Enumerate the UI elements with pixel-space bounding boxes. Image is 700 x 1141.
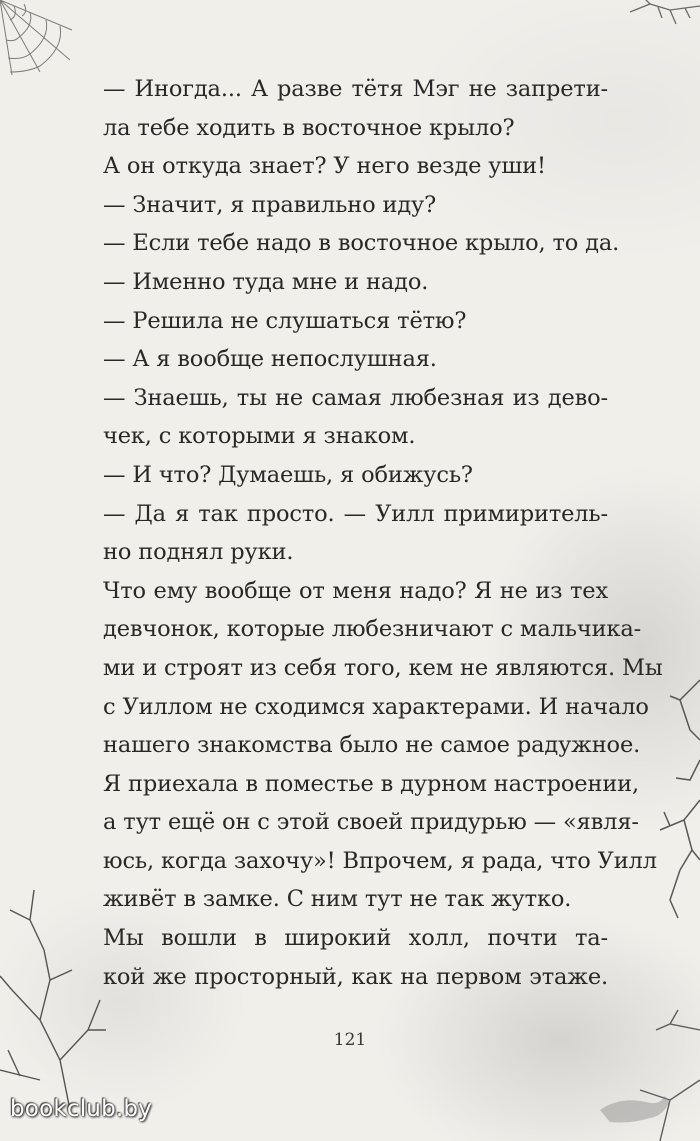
text-line: ла тебе ходить в восточное крыло? <box>103 114 515 141</box>
text-line: — А я вообще непослушная. <box>103 346 437 373</box>
watermark: bookclub.by <box>10 1096 152 1122</box>
text-line: а тут ещё он с этой своей придурью — «явля- <box>103 809 639 836</box>
book-text <box>103 70 663 996</box>
text-line: А он откуда знает? У него везде уши! <box>103 153 546 180</box>
text-line: девчонок, которые любезничают с мальчика- <box>103 616 642 643</box>
cobweb-icon <box>0 0 80 80</box>
text-line: — Решила не слушаться тётю? <box>103 307 467 334</box>
text-line: — Если тебе надо в восточное крыло, то да. <box>103 230 620 257</box>
text-line: кой же просторный, как на первом этаже. <box>103 963 608 990</box>
text-line: — Знаешь, ты не самая любезная из дево- <box>103 384 608 411</box>
text-line: с Уиллом не сходимся характерами. И начало <box>103 693 649 720</box>
text-line: ми и строят из себя того, кем не являются. Мы <box>103 654 663 681</box>
text-line: — Иногда... А разве тётя Мэг не запрети- <box>103 76 608 102</box>
text-line: но поднял руки. <box>103 539 294 566</box>
text-line: — Именно туда мне и надо. <box>103 268 429 295</box>
branch-right-icon <box>640 660 700 920</box>
text-line: — И что? Думаешь, я обижусь? <box>103 461 473 488</box>
text-line: Что ему вообще от меня надо? Я не из тех <box>103 577 608 604</box>
text-line: живёт в замке. С ним тут не так жутко. <box>103 886 572 913</box>
text-line: Я приехала в поместье в дурном настроении, <box>103 770 640 797</box>
page-number: 121 <box>333 1030 367 1050</box>
text-line: — Значит, я правильно иду? <box>103 191 437 218</box>
branch-bottom-left-icon <box>0 880 110 1110</box>
branch-bottom-right-icon <box>560 1000 700 1141</box>
text-line: нашего знакомства было не самое радужное. <box>103 732 641 759</box>
text-line: — Да я так просто. — Уилл примиритель- <box>103 500 608 527</box>
text-line: Мы вошли в широкий холл, почти та- <box>103 925 608 952</box>
text-line: юсь, когда захочу»! Впрочем, я рада, что Уилл <box>103 847 657 874</box>
branch-top-right-icon <box>610 0 700 40</box>
text-line: чек, с которыми я знаком. <box>103 423 416 450</box>
